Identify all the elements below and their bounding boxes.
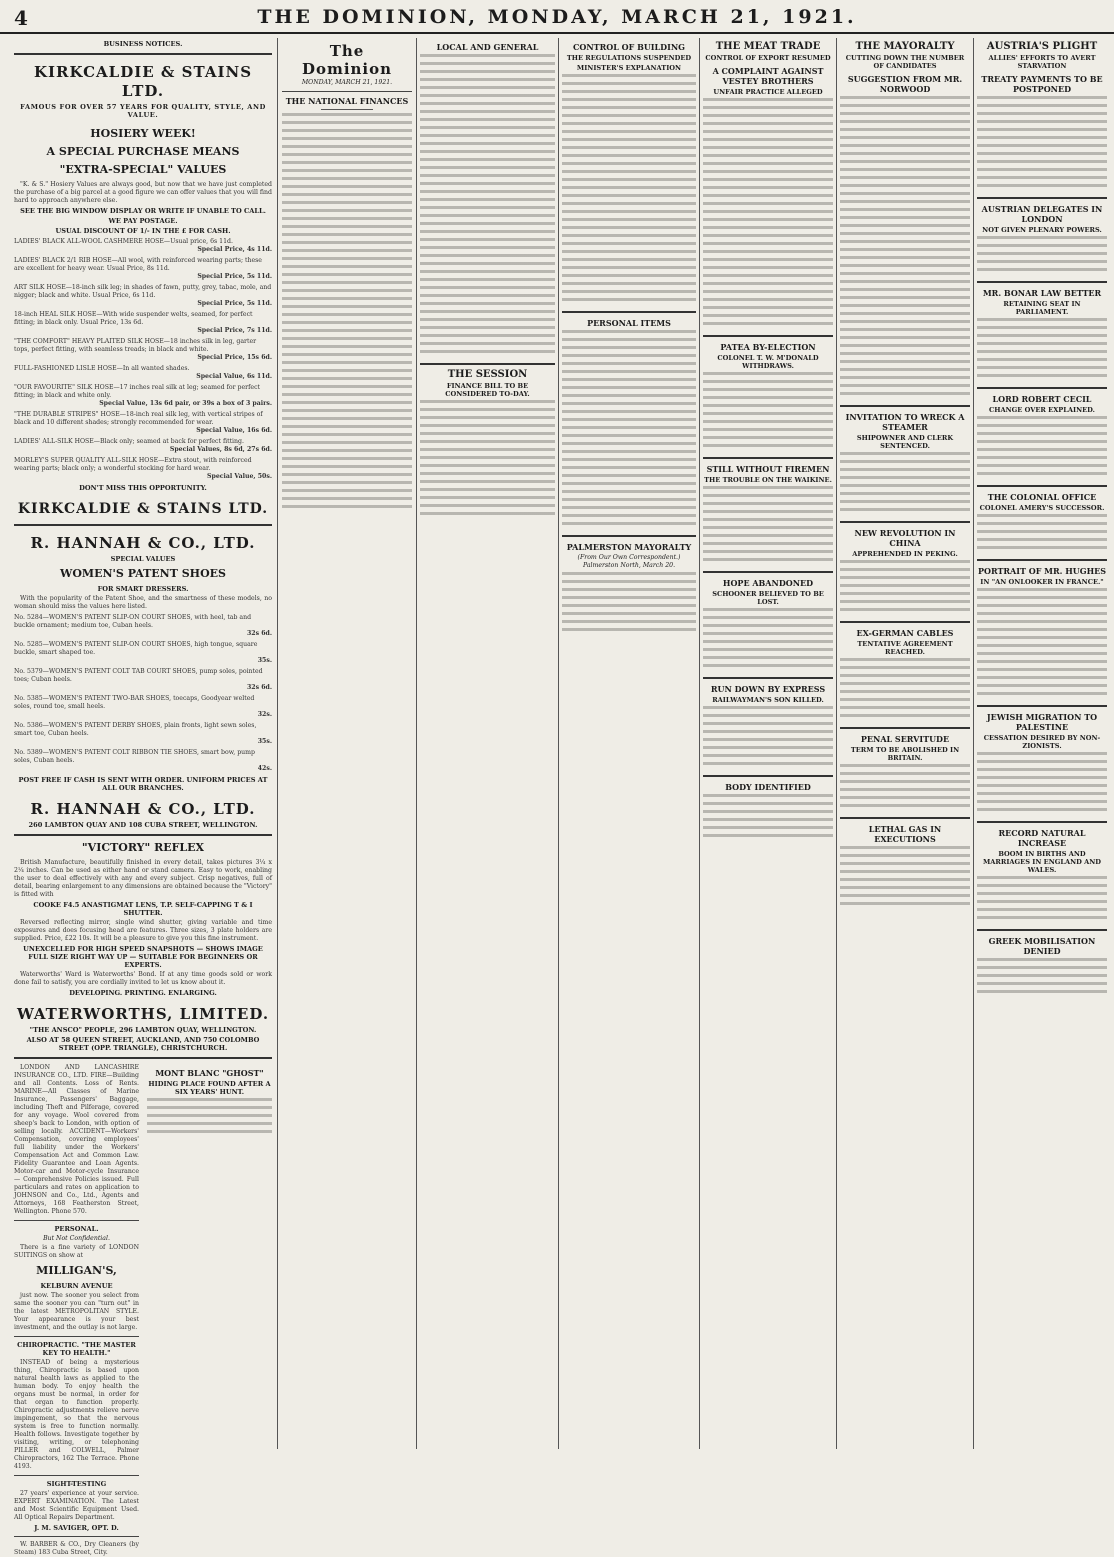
shoe-item [14, 749, 272, 773]
insurance-ad: LONDON AND LANCASHIRE INSURANCE CO., LTD. FIRE—Building and all Contents. Loss of Rents. MARINE—All Classes of Marine Insurance, Passengers' Baggage, including Theft and Pilferage, covered for any voyage. Wool covered from sheep's back to London, with option of selling locally. ACCIDENT—Workers' Compensation, covering employees' full liability under the Workers' Compensation Act and Common Law. Fidelity Guarantee and Loan Agents. Motor-car and Motor-cycle Insurance — Comprehensive Policies issued. Full particulars and rates on application to JOHNSON and Co., Ltd., Agents and Attorneys, 168 Featherston Street, Wellington. Phone 570. [14, 1064, 139, 1215]
hope-subhead: SCHOONER BELIEVED TO BE LOST. [712, 590, 824, 606]
milligans-name: MILLIGAN'S, [36, 1264, 117, 1277]
editorial-article [282, 113, 412, 513]
hosiery-item-price: Special Price, 4s 11d. [197, 246, 272, 253]
hosiery-closing: DON'T MISS THIS OPPORTUNITY. [79, 484, 207, 492]
shoe-item-text: No. 5386—WOMEN'S PATENT DERBY SHOES, plain fronts, light sewn soles, smart toe, Cuban heels. [14, 722, 257, 737]
hosiery-item [14, 284, 272, 308]
body-identified-article [703, 794, 833, 842]
hosiery-item-price: Special Value, 50s. [207, 473, 272, 480]
colonial-headline: THE COLONIAL OFFICE [987, 492, 1097, 502]
shoe-item-price: 42s. [257, 765, 272, 772]
local-column [420, 38, 555, 1451]
hughes-headline: PORTRAIT OF MR. HUGHES [977, 566, 1107, 576]
delegates-article [977, 236, 1107, 276]
colonial-article [977, 514, 1107, 554]
session-article [420, 400, 555, 520]
personal-ad-sub: But Not Confidential. [43, 1235, 110, 1242]
hosiery-item [14, 338, 272, 362]
cables-subhead: TENTATIVE AGREEMENT REACHED. [857, 640, 953, 656]
mayoralty-headline: THE MAYORALTY [855, 41, 955, 52]
hosiery-item-text: 18-inch HEAL SILK HOSE—With wide suspender welts, seamed, for perfect fitting; in black only. Usual Price, 13s 6d. [14, 311, 253, 326]
hannah-intro: With the popularity of the Patent Shoe, and the smartness of these models, no woman should miss the values here listed. [14, 595, 272, 610]
personal-ad-body-2: just now. The sooner you select from same the sooner you can "turn out" in the latest METROPOLITAN STYLE. Your appearance is your best investment, and the outlay is not large. [14, 1292, 139, 1331]
shoe-item-text: No. 5389—WOMEN'S PATENT COLT RIBBON TIE SHOES, smart bow, pump soles, Cuban heels. [14, 749, 255, 764]
page-number: 4 [14, 6, 28, 30]
personal-ad-heading: PERSONAL. [54, 1225, 99, 1233]
mont-blanc-article [147, 1098, 272, 1138]
paper-nameplate: The Dominion [301, 42, 393, 78]
hope-article [703, 608, 833, 672]
control-building-sub-2: MINISTER'S EXPLANATION [576, 64, 682, 72]
chiropractic-body: INSTEAD of being a mysterious thing, Chiropractic is based upon natural health laws as applied to the human body. To enjoy health the organs must be normal, in order for that organ to function properly. Chiropractic adjustments relieve nerve impingement, so that the nervous system is free to function normally. Health follows. Investigate together by visiting, writing, or telephoning PILLER and COLWELL, Palmer Chiropractors, 162 The Terrace. Phone 4193. [14, 1359, 139, 1470]
shoe-item-price: 32s 6d. [246, 630, 272, 637]
session-subhead: FINANCE BILL TO BE CONSIDERED TO-DAY. [445, 382, 530, 398]
shoe-item-text: No. 5285—WOMEN'S PATENT SLIP-ON COURT SHOES, high tongue, square buckle, smart shaped toe. [14, 641, 258, 656]
editorial-headline: THE NATIONAL FINANCES [285, 96, 409, 106]
hosiery-item-price: Special Price, 15s 6d. [197, 354, 272, 361]
jewish-subhead: CESSATION DESIRED BY NON-ZIONISTS. [983, 734, 1101, 750]
mont-blanc-headline: MONT BLANC "GHOST" [155, 1068, 264, 1078]
shoe-item-price: 35s. [257, 738, 272, 745]
firemen-headline: STILL WITHOUT FIREMEN [706, 464, 830, 474]
delegates-headline: AUSTRIAN DELEGATES IN LONDON [981, 204, 1103, 224]
editorial-column [282, 38, 412, 1451]
hosiery-item [14, 311, 272, 335]
hosiery-item-price: Special Price, 5s 11d. [197, 300, 272, 307]
jewish-headline: JEWISH MIGRATION TO PALESTINE [986, 712, 1098, 732]
milligans-address: KELBURN AVENUE [40, 1282, 113, 1290]
shoe-item [14, 722, 272, 746]
increase-subhead: BOOM IN BIRTHS AND MARRIAGES IN ENGLAND AND WALES. [982, 850, 1102, 874]
jewish-article [977, 752, 1107, 816]
advertisements-column [14, 38, 273, 1556]
hosiery-headline: HOSIERY WEEK! [90, 127, 196, 140]
hannah-address: 260 LAMBTON QUAY AND 108 CUBA STREET, WELLINGTON. [28, 821, 258, 829]
revolution-headline: NEW REVOLUTION IN CHINA [854, 528, 956, 548]
hosiery-item-price: Special Value, 13s 6d pair, or 39s a box of 3 pairs. [99, 400, 272, 407]
delegates-subhead: NOT GIVEN PLENARY POWERS. [982, 226, 1102, 234]
shoe-item [14, 641, 272, 665]
kirkcaldie-name-footer: KIRKCALDIE & STAINS LTD. [17, 501, 269, 517]
cecil-subhead: CHANGE OVER EXPLAINED. [989, 406, 1095, 414]
greek-headline: GREEK MOBILISATION DENIED [988, 936, 1096, 956]
mont-blanc-subhead: HIDING PLACE FOUND AFTER A SIX YEARS' HUNT. [148, 1080, 271, 1096]
hosiery-see: SEE THE BIG WINDOW DISPLAY OR WRITE IF UNABLE TO CALL. [20, 207, 266, 215]
hosiery-item-text: "THE DURABLE STRIPES" HOSE—18-inch real silk leg, with vertical stripes of black and 10 different shades; strongly recommended for wear. [14, 411, 263, 426]
revolution-article [840, 560, 970, 616]
hannah-title: WOMEN'S PATENT SHOES [60, 567, 226, 580]
austria-subhead: ALLIES' EFFORTS TO AVERT STARVATION [988, 54, 1096, 70]
wreck-article [840, 452, 970, 516]
bonar-law-subhead: RETAINING SEAT IN PARLIAMENT. [1003, 300, 1081, 316]
cecil-headline: LORD ROBERT CECIL [992, 394, 1092, 404]
control-building-article [562, 74, 696, 306]
suggestion-headline: SUGGESTION FROM MR. NORWOOD [847, 74, 963, 94]
shoe-item [14, 614, 272, 638]
meat-trade-article [703, 98, 833, 330]
victory-features: Reversed reflecting mirror, single wind shutter, giving variable and time exposures and does focusing head are features. Three sizes, 3 plate holders are supplied. Price, £22 10s. It will be a pleasure to give you this fine instrument. [14, 919, 272, 942]
mayoralty-subhead: CUTTING DOWN THE NUMBER OF CANDIDATES [845, 54, 965, 70]
cables-headline: EX-GERMAN CABLES [856, 628, 954, 638]
hannah-special: SPECIAL VALUES [110, 555, 176, 563]
colonial-subhead: COLONEL AMERY'S SUCCESSOR. [979, 504, 1105, 512]
cables-column [977, 38, 1107, 1451]
shoe-item [14, 668, 272, 692]
hosiery-item-price: Special Value, 16s 6d. [196, 427, 272, 434]
newspaper-title: THE DOMINION, MONDAY, MARCH 21, 1921. [257, 6, 857, 28]
patea-headline: PATEA BY-ELECTION [720, 342, 816, 352]
shoe-item-text: No. 5284—WOMEN'S PATENT SLIP-ON COURT SHOES, with heel, tab and buckle ornament; medium toe, Cuban heels. [14, 614, 252, 629]
control-building-sub-1: THE REGULATIONS SUSPENDED [566, 54, 692, 62]
shoe-item [14, 695, 272, 719]
wreck-headline: INVITATION TO WRECK A STEAMER [845, 412, 965, 432]
hosiery-intro: "K. & S." Hosiery Values are always good, but now that we have just completed the purchase of a big parcel at a good figure we can offer values that you will find hard to approach anywhere else. [14, 181, 272, 204]
hosiery-item-text: "THE COMFORT" HEAVY PLAITED SILK HOSE—18 inches silk in leg, garter tops, perfect fitting, with seamless treads; in black and white. [14, 338, 257, 353]
austria-article [977, 96, 1107, 192]
barber-ad: W. BARBER & CO., Dry Cleaners (by Steam) 183 Cuba Street, City. [14, 1541, 139, 1556]
increase-headline: RECORD NATURAL INCREASE [998, 828, 1086, 848]
victory-body: British Manufacture, beautifully finished in every detail, takes pictures 3¼ x 2¼ inches. Can be used as either hand or stand camera. Easy to work, enabling the user to deal effectively with any and every subject. Crisp negatives, full of detail, bearing enlargement to any dimensions are obtained because the "Victory" is fitted with [14, 859, 273, 898]
bonar-law-headline: MR. BONAR LAW BETTER [982, 288, 1102, 298]
cecil-article [977, 416, 1107, 480]
shoe-item-price: 32s. [257, 711, 272, 718]
control-building-headline: CONTROL OF BUILDING [573, 42, 685, 52]
hosiery-item-price: Special Price, 5s 11d. [197, 273, 272, 280]
hannah-name: R. HANNAH & CO., LTD. [30, 534, 256, 552]
sight-testing-body: 27 years' experience at your service. EXPERT EXAMINATION. The Latest and Most Scientific Equipment Used. All Optical Repairs Department. [14, 1490, 139, 1521]
waterworths-name: WATERWORTHS, LIMITED. [16, 1005, 270, 1023]
hosiery-item-text: LADIES' BLACK ALL-WOOL CASHMERE HOSE—Usual price, 6s 11d. [14, 238, 233, 245]
treaty-headline: TREATY PAYMENTS TO BE POSTPONED [981, 74, 1103, 94]
hosiery-item-price: Special Value, 6s 11d. [196, 373, 272, 380]
penal-subhead: TERM TO BE ABOLISHED IN BRITAIN. [850, 746, 960, 762]
cables-article [840, 658, 970, 722]
personal-ad-body: There is a fine variety of LONDON SUITINGS on show at [14, 1244, 139, 1259]
hosiery-item [14, 384, 272, 408]
hughes-subhead: IN "AN ONLOOKER IN FRANCE." [980, 578, 1104, 586]
hosiery-discount: USUAL DISCOUNT OF 1/- IN THE £ FOR CASH. [55, 227, 231, 235]
local-general-article [420, 54, 555, 358]
waterworths-people: "THE ANSCO" PEOPLE, 296 LAMBTON QUAY, WELLINGTON. [29, 1026, 257, 1034]
hannah-name-footer: R. HANNAH & CO., LTD. [30, 800, 256, 818]
shoe-item-price: 32s 6d. [246, 684, 272, 691]
business-notices-heading: BUSINESS NOTICES. [103, 40, 183, 48]
hannah-item-list [14, 614, 272, 773]
sight-testing-heading: SIGHT-TESTING [46, 1480, 107, 1488]
chiropractic-heading: CHIROPRACTIC. "THE MASTER KEY TO HEALTH." [17, 1341, 136, 1357]
hosiery-item-text: FULL-FASHIONED LISLE HOSE—In all wanted shades. [14, 365, 190, 372]
hannah-postfree: POST FREE IF CASH IS SENT WITH ORDER. UNIFORM PRICES AT ALL OUR BRANCHES. [18, 776, 268, 792]
gas-article [840, 846, 970, 910]
building-column [562, 38, 696, 1451]
revolution-subhead: APPREHENDED IN PEKING. [852, 550, 958, 558]
austria-headline: AUSTRIA'S PLIGHT [986, 41, 1098, 52]
express-headline: RUN DOWN BY EXPRESS [710, 684, 826, 694]
victory-note: Waterworths' Ward is Waterworths' Bond. If at any time goods sold or work done fail to satisfy, you are cordially invited to let us know about it. [14, 971, 272, 986]
hughes-article [977, 588, 1107, 700]
penal-article [840, 764, 970, 812]
mayoralty-article [840, 96, 970, 400]
local-general-headline: LOCAL AND GENERAL [436, 42, 539, 52]
patea-article [703, 372, 833, 452]
patea-subhead: COLONEL T. W. M'DONALD WITHDRAWS. [717, 354, 819, 370]
increase-article [977, 876, 1107, 924]
palmerston-dateline: (From Our Own Correspondent.) Palmerston North, March 20. [577, 554, 681, 569]
meat-trade-sub: CONTROL OF EXPORT RESUMED [705, 54, 831, 62]
hosiery-item-text: LADIES' BLACK 2/1 RIB HOSE—All wool, with reinforced wearing parts; these are excellent for heavy wear. Usual Price, 8s 11d. [14, 257, 262, 272]
complaint-headline: A COMPLAINT AGAINST VESTEY BROTHERS [712, 66, 824, 86]
hosiery-postage: WE PAY POSTAGE. [108, 217, 178, 225]
hosiery-item [14, 457, 272, 481]
mayoralty-column [840, 38, 970, 1451]
express-article [703, 706, 833, 770]
hosiery-headline-3: "EXTRA-SPECIAL" VALUES [59, 163, 227, 176]
hosiery-item [14, 438, 272, 454]
session-headline: THE SESSION [447, 369, 528, 380]
gas-headline: LETHAL GAS IN EXECUTIONS [868, 824, 942, 844]
hosiery-item-text: ART SILK HOSE—18-inch silk leg; in shades of fawn, putty, grey, tabac, mole, and nigger; black and white. Usual Price, 6s 11d. [14, 284, 272, 299]
victory-lens: COOKE F4.5 ANASTIGMAT LENS, T.P. SELF-CAPPING T & I SHUTTER. [33, 901, 253, 917]
shoe-item-text: No. 5385—WOMEN'S PATENT TWO-BAR SHOES, toecaps, Goodyear welted soles, round toe, small heels. [14, 695, 255, 710]
bonar-law-article [977, 318, 1107, 382]
hannah-subtitle: FOR SMART DRESSERS. [97, 585, 189, 593]
meat-trade-column [703, 38, 833, 1451]
hosiery-item-list [14, 238, 272, 481]
victory-services: DEVELOPING. PRINTING. ENLARGING. [69, 989, 217, 997]
firemen-subhead: THE TROUBLE ON THE WAIKINE. [704, 476, 832, 484]
hosiery-item-price: Special Price, 7s 11d. [197, 327, 272, 334]
kirkcaldie-name: KIRKCALDIE & STAINS LTD. [33, 63, 253, 100]
hosiery-item-text: MORLEY'S SUPER QUALITY ALL-SILK HOSE—Extra stout, with reinforced wearing parts; black only; a wonderful stocking for hard wear. [14, 457, 252, 472]
hosiery-item [14, 257, 272, 281]
hosiery-item [14, 365, 272, 381]
wreck-subhead: SHIPOWNER AND CLERK SENTENCED. [856, 434, 954, 450]
editorial-date: MONDAY, MARCH 21, 1921. [301, 79, 393, 86]
meat-trade-headline: THE MEAT TRADE [715, 41, 821, 52]
kirkcaldie-tagline: FAMOUS FOR OVER 57 YEARS FOR QUALITY, STYLE, AND VALUE. [20, 103, 266, 119]
penal-headline: PENAL SERVITUDE [860, 734, 950, 744]
hope-headline: HOPE ABANDONED [722, 578, 814, 588]
greek-article [977, 958, 1107, 998]
victory-unexcelled: UNEXCELLED FOR HIGH SPEED SNAPSHOTS — SHOWS IMAGE FULL SIZE RIGHT WAY UP — SUITABLE FOR BEGINNERS OR EXPERTS. [23, 945, 263, 969]
unfair-subhead: UNFAIR PRACTICE ALLEGED [713, 88, 823, 96]
hosiery-item-text: "OUR FAVOURITE" SILK HOSE—17 inches real silk at leg; seamed for perfect fitting; in black and white only. [14, 384, 261, 399]
express-subhead: RAILWAYMAN'S SON KILLED. [712, 696, 824, 704]
hosiery-item-text: LADIES' ALL-SILK HOSE—Black only; seamed at back for perfect fitting. [14, 438, 244, 445]
hosiery-item [14, 238, 272, 254]
palmerston-article [562, 572, 696, 636]
saviger-name: J. M. SAVIGER, OPT. D. [34, 1524, 119, 1532]
waterworths-also: ALSO AT 58 QUEEN STREET, AUCKLAND, AND 750 COLOMBO STREET (OPP. TRIANGLE), CHRISTCHURCH. [26, 1036, 260, 1052]
hosiery-item-price: Special Values, 8s 6d, 27s 6d. [169, 446, 272, 453]
masthead [0, 6, 1114, 34]
palmerston-headline: PALMERSTON MAYORALTY [566, 542, 692, 552]
personal-items-article [562, 330, 696, 530]
firemen-article [703, 486, 833, 566]
personal-items-headline: PERSONAL ITEMS [587, 318, 671, 328]
hosiery-headline-2: A SPECIAL PURCHASE MEANS [46, 145, 240, 158]
hosiery-item [14, 411, 272, 435]
victory-reflex-title: "VICTORY" REFLEX [81, 841, 205, 854]
body-identified-headline: BODY IDENTIFIED [725, 782, 811, 792]
shoe-item-price: 35s. [257, 657, 272, 664]
shoe-item-text: No. 5379—WOMEN'S PATENT COLT TAB COURT SHOES, pump soles, pointed toes; Cuban heels. [14, 668, 263, 683]
